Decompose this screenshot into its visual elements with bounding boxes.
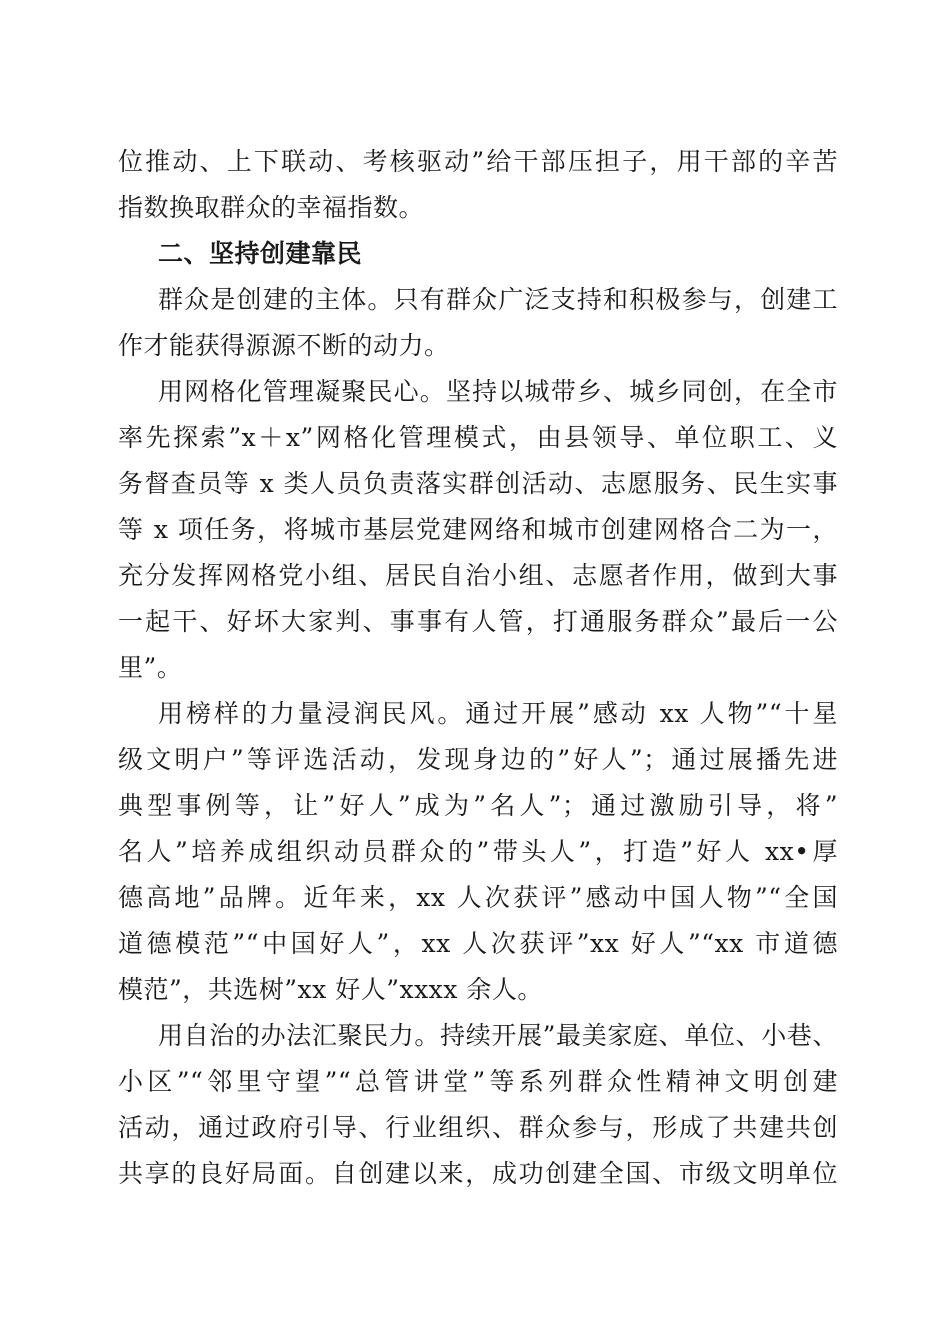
text-line: 小区”“邻里守望”“总管讲堂”等系列群众性精神文明创建 (118, 1067, 838, 1096)
paragraph-start-line: 用榜样的力量浸润民风。通过开展”感动 xx 人物”“十星 (158, 699, 838, 728)
paragraph-start-line: 群众是创建的主体。只有群众广泛支持和积极参与，创建工 (158, 285, 838, 314)
text-line: 一起干、好坏大家判、事事有人管，打通服务群众”最后一公 (118, 607, 838, 636)
text-line: 等 x 项任务，将城市基层党建网络和城市创建网格合二为一， (118, 515, 838, 544)
text-line: 典型事例等，让”好人”成为”名人”；通过激励引导，将” (118, 791, 838, 820)
text-line: 指数换取群众的幸福指数。 (118, 193, 425, 222)
text-line: 率先探索”x＋x”网格化管理模式，由县领导、单位职工、义 (118, 423, 838, 452)
paragraph-start-line: 用自治的办法汇聚民力。持续开展”最美家庭、单位、小巷、 (158, 1021, 838, 1050)
text-line: 级文明户”等评选活动，发现身边的”好人”；通过展播先进 (118, 745, 838, 774)
text-line: 模范”，共选树”xx 好人”xxxx 余人。 (118, 975, 543, 1004)
text-line: 共享的良好局面。自创建以来，成功创建全国、市级文明单位 (118, 1159, 838, 1188)
text-line: 名人”培养成组织动员群众的”带头人”，打造”好人 xx•厚 (118, 837, 838, 866)
text-line: 作才能获得源源不断的动力。 (118, 331, 450, 360)
text-line: 充分发挥网格党小组、居民自治小组、志愿者作用，做到大事 (118, 561, 838, 590)
text-line: 里”。 (118, 653, 183, 682)
text-line: 位推动、上下联动、考核驱动”给干部压担子，用干部的辛苦 (118, 147, 838, 176)
text-line: 道德模范”“中国好人”，xx 人次获评”xx 好人”“xx 市道德 (118, 929, 838, 958)
text-line: 德高地”品牌。近年来，xx 人次获评”感动中国人物”“全国 (118, 883, 838, 912)
text-line: 务督查员等 x 类人员负责落实群创活动、志愿服务、民生实事 (118, 469, 838, 498)
paragraph-start-line: 用网格化管理凝聚民心。坚持以城带乡、城乡同创，在全市 (158, 377, 838, 406)
text-line: 活动，通过政府引导、行业组织、群众参与，形成了共建共创 (118, 1113, 838, 1142)
section-heading: 二、坚持创建靠民 (158, 239, 363, 268)
